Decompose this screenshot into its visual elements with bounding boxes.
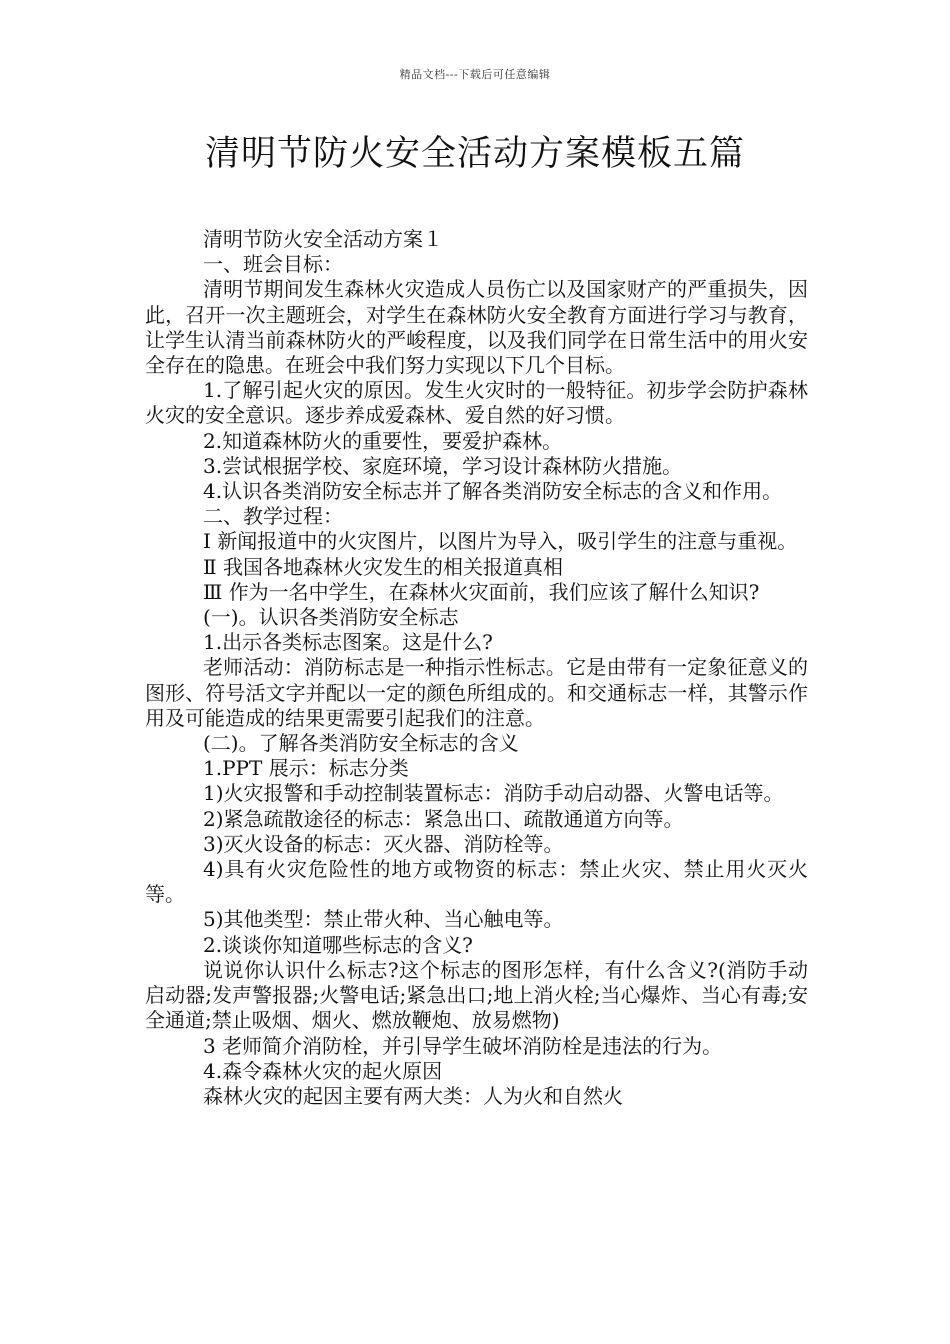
paragraph: 4.森令森林火灾的起火原因	[203, 1058, 443, 1083]
paragraph: 3)灭火设备的标志：灭火器、消防栓等。	[203, 831, 564, 856]
paragraph: 清明节防火安全活动方案１	[203, 227, 443, 251]
paragraph: 5)其他类型：禁止带火种、当心触电等。	[203, 907, 564, 932]
paragraph: 1)火灾报警和手动控制装置标志：消防手动启动器、火警电话等。	[203, 781, 784, 806]
paragraph: 2)紧急疏散途径的标志：紧急出口、疏散通道方向等。	[203, 806, 684, 831]
paragraph: 1.PPT 展示：标志分类	[203, 756, 409, 781]
paragraph: 3 老师简介消防栓，并引导学生破坏消防栓是违法的行为。	[203, 1033, 723, 1058]
paragraph: 森林火灾的起因主要有两大类：人为火和自然火	[203, 1083, 623, 1108]
paragraph: 说说你认识什么标志?这个标志的图形怎样，有什么含义?(消防手动启动器;发声警报器;火警电话;紧急出口;地上消火栓;当心爆炸、当心有毒;安全通道;禁止吸烟、烟火、燃放鞭炮、放易燃物)	[145, 957, 808, 1033]
paragraph: 2.谈谈你知道哪些标志的含义?	[203, 932, 473, 957]
document-body	[145, 227, 808, 1109]
paragraph: 老师活动：消防标志是一种指示性标志。它是由带有一定象征意义的图形、符号活文字并配以一定的颜色所组成的。和交通标志一样，其警示作用及可能造成的结果更需要引起我们的注意。	[145, 655, 808, 730]
paragraph: Ⅲ 作为一名中学生，在森林火灾面前，我们应该了解什么知识?	[203, 579, 760, 604]
document-title: 清明节防火安全活动方案模板五篇	[204, 134, 745, 174]
paragraph: Ⅰ 新闻报道中的火灾图片，以图片为导入，吸引学生的注意与重视。	[203, 529, 798, 554]
header-note: 精品文档---下载后可任意编辑	[399, 68, 551, 81]
paragraph: Ⅱ 我国各地森林火灾发生的相关报道真相	[203, 554, 563, 579]
paragraph: 1.出示各类标志图案。这是什么?	[203, 630, 493, 655]
paragraph: 4)具有火灾危险性的地方或物资的标志：禁止火灾、禁止用火灭火等。	[145, 857, 808, 907]
paragraph: 1.了解引起火灾的原因。发生火灾时的一般特征。初步学会防护森林火灾的安全意识。逐步养成爱森林、爱自然的好习惯。	[145, 378, 808, 428]
paragraph: 二、教学过程：	[203, 504, 343, 529]
paragraph: (二)。了解各类消防安全标志的含义	[203, 731, 519, 756]
paragraph: (一)。认识各类消防安全标志	[203, 605, 459, 630]
paragraph: 清明节期间发生森林火灾造成人员伤亡以及国家财产的严重损失，因此，召开一次主题班会，对学生在森林防火安全教育方面进行学习与教育，让学生认清当前森林防火的严峻程度，以及我们同学在日常生活中的用火安全存在的隐患。在班会中我们努力实现以下几个目标。	[145, 277, 808, 378]
paragraph: 2.知道森林防火的重要性，要爱护森林。	[203, 428, 563, 453]
paragraph: 4.认识各类消防安全标志并了解各类消防安全标志的含义和作用。	[203, 479, 783, 504]
paragraph: 3.尝试根据学校、家庭环境，学习设计森林防火措施。	[203, 453, 683, 478]
paragraph: 一、班会目标：	[203, 252, 343, 277]
